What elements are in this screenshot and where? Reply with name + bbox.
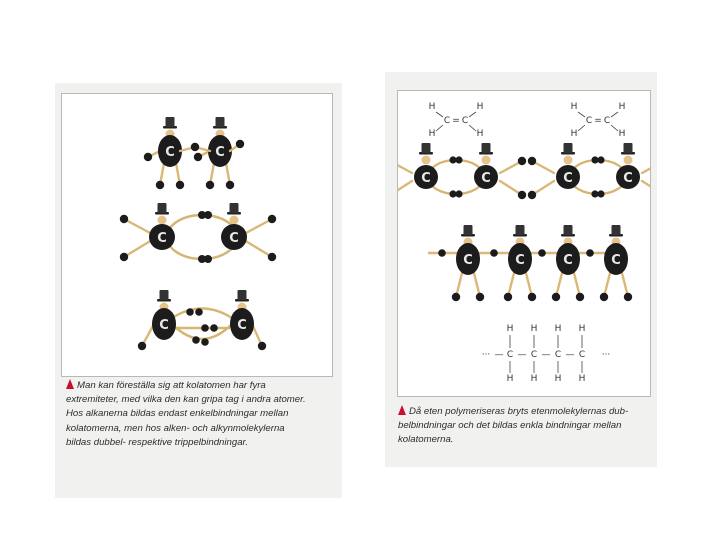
hydrogen-symbol: H [530,324,538,334]
bond-hands [538,249,546,257]
top-hat-crown [422,143,431,153]
carbon-symbol: C [506,350,514,360]
double-bond-symbol: = [452,116,460,126]
bond-hands [455,156,462,163]
atom-hand [528,191,536,199]
atom-limb [398,181,412,195]
bond-hands [201,324,209,332]
atom-hand [600,293,608,301]
top-hat-crown [564,225,573,235]
atom-limb [244,219,272,234]
bond-line [436,112,443,117]
atom-hand [226,181,234,189]
hydrogen-symbol: H [530,374,538,384]
single-bond-symbol: — [565,350,575,360]
atom-limb [124,240,152,257]
atom-hand [518,191,526,199]
atom-limb [642,181,650,195]
hydrogen-symbol: H [578,324,586,334]
single-bond-symbol: — [541,350,551,360]
left-caption-line: Man kan föreställa sig att kolatomen har fyra [77,380,266,391]
bond-line [469,112,476,117]
atom-hand [528,157,536,165]
carbon-atom-illustration [62,94,332,376]
atom-hand [504,293,512,301]
bond-hands [490,249,498,257]
carbon-symbol: C [578,350,586,360]
atom-hand [194,153,202,161]
bond-hands [195,308,203,316]
top-hat-crown [564,143,573,153]
atom-hand [552,293,560,301]
atom-limb [642,161,650,173]
right-caption-line: kolatomerna. [398,434,454,446]
single-bond-symbol: — [517,350,527,360]
carbon-label: C [623,171,633,186]
atom-hand [576,293,584,301]
double-bond-symbol: = [594,116,602,126]
hydrogen-symbol: H [570,129,578,139]
bond-hands [210,324,218,332]
bond-line [611,112,618,117]
atom-head [422,156,431,165]
atom-hand [206,181,214,189]
bond-hands [192,336,200,344]
hydrogen-symbol: H [578,374,586,384]
atom-hand [624,293,632,301]
carbon-symbol: C [461,116,469,126]
hydrogen-symbol: H [506,324,514,334]
bond-line [578,125,585,131]
carbon-symbol: C [603,116,611,126]
top-hat-crown [230,203,239,213]
atom-hand [476,293,484,301]
atom-hand [258,342,266,350]
bond-hands [201,338,209,346]
left-textbook-page [55,83,342,498]
hydrogen-symbol: H [618,129,626,139]
carbon-symbol: C [530,350,538,360]
bond-hands [204,211,212,219]
atom-hand [518,157,526,165]
carbon-label: C [563,171,573,186]
bond-hands [204,255,212,263]
top-hat-crown [216,117,225,127]
single-bond-symbol: — [494,350,504,360]
left-caption-line: kolatomerna, men hos alken- och alkynmolekylerna [66,422,285,434]
hydrogen-symbol: H [570,102,578,112]
atom-limb [244,240,272,257]
atom-hand [528,293,536,301]
bond-hands [186,308,194,316]
left-caption [66,379,336,450]
carbon-symbol: C [585,116,593,126]
carbon-label: C [611,253,621,268]
atom-hand [268,253,276,261]
right-caption-line: Då eten polymeriseras bryts etenmolekylernas dub- [409,406,629,417]
right-textbook-page [385,72,657,467]
carbon-label: C [481,171,491,186]
left-caption-line: bildas dubbel- respektive trippelbindningar. [66,436,249,448]
carbon-symbol: C [554,350,562,360]
carbon-symbol: C [443,116,451,126]
carbon-label: C [463,253,473,268]
chain-continuation-dots: ··· [601,350,611,360]
right-figure-frame [397,90,651,397]
top-hat-crown [160,290,169,300]
top-hat-crown [612,225,621,235]
atom-head [158,216,167,225]
carbon-label: C [515,253,525,268]
polymerisation-illustration [398,91,650,396]
bond-line [578,112,585,117]
top-hat-crown [516,225,525,235]
atom-limb [124,219,152,234]
carbon-label: C [159,318,169,333]
bond-hands [438,249,446,257]
carbon-label: C [421,171,431,186]
carbon-label: C [563,253,573,268]
atom-head [230,216,239,225]
carbon-label: C [157,231,167,246]
bond-hands [597,190,604,197]
hydrogen-symbol: H [476,102,484,112]
carbon-label: C [237,318,247,333]
hydrogen-symbol: H [554,374,562,384]
atom-hand [452,293,460,301]
bond-line [611,125,618,131]
bond-hands [455,190,462,197]
hydrogen-symbol: H [554,324,562,334]
bond-line [469,125,476,131]
atom-head [624,156,633,165]
atom-hand [144,153,152,161]
red-triangle-icon [398,405,406,415]
hydrogen-symbol: H [476,129,484,139]
right-caption [398,405,653,448]
carbon-label: C [215,145,225,160]
atom-hand [138,342,146,350]
left-figure-frame [61,93,333,377]
carbon-label: C [229,231,239,246]
right-caption-line: belbindningar och det bildas enkla bindningar mellan [398,420,622,432]
top-hat-crown [166,117,175,127]
atom-head [564,156,573,165]
left-caption-line: Hos alkanerna bildas endast enkelbindningar mellan [66,408,289,420]
hydrogen-symbol: H [428,102,436,112]
red-triangle-icon [66,379,74,389]
hydrogen-symbol: H [506,374,514,384]
chain-continuation-dots: ··· [481,350,491,360]
bond-line [436,125,443,131]
atom-hand [156,181,164,189]
atom-hand [176,181,184,189]
bond-hands [597,156,604,163]
top-hat-crown [624,143,633,153]
atom-hand [120,215,128,223]
atom-head [482,156,491,165]
top-hat-crown [482,143,491,153]
top-hat-crown [464,225,473,235]
left-caption-line: extremiteter, med vilka den kan gripa tag i andra atomer. [66,394,306,406]
atom-hand [236,140,244,148]
carbon-label: C [165,145,175,160]
atom-hand [268,215,276,223]
bond-hands [586,249,594,257]
top-hat-crown [238,290,247,300]
hydrogen-symbol: H [618,102,626,112]
atom-hand [120,253,128,261]
top-hat-crown [158,203,167,213]
atom-limb [398,161,412,173]
bond-hands [191,143,199,151]
hydrogen-symbol: H [428,129,436,139]
